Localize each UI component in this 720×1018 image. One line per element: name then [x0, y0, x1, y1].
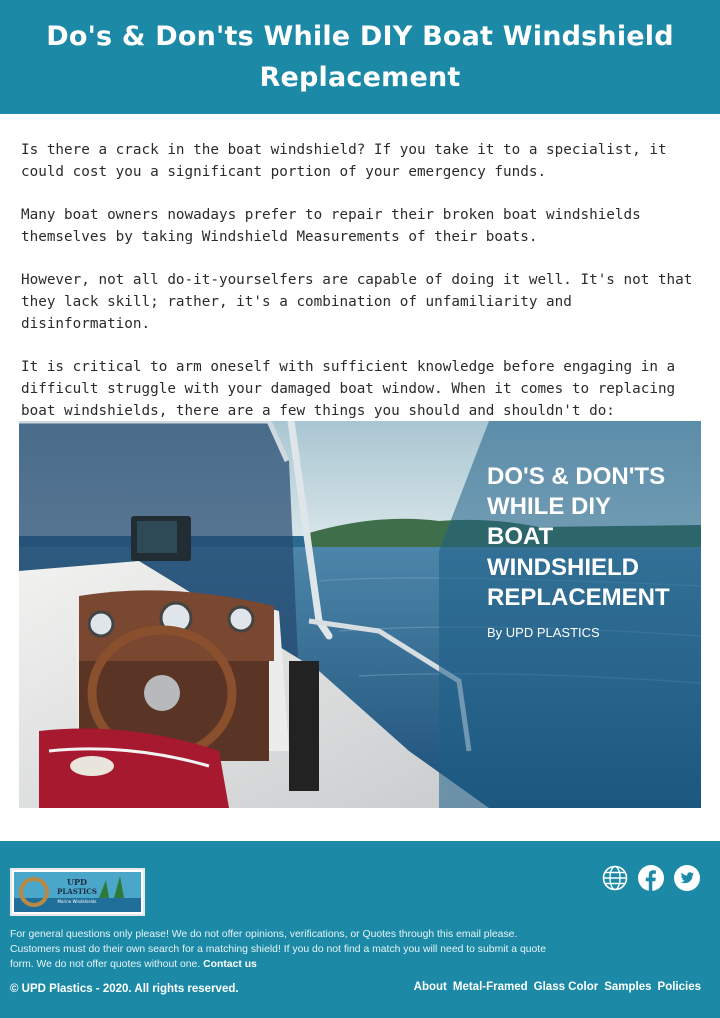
hero-byline: By UPD PLASTICS	[487, 625, 600, 640]
article-paragraph: Many boat owners nowadays prefer to repair their broken boat windshields themselves by taking Windshield Measurements of their boats.	[21, 207, 641, 245]
logo-text: PLASTICS	[57, 887, 97, 896]
footer-link-metal-framed[interactable]: Metal-Framed	[452, 981, 528, 993]
logo-tagline: Marine Windshields	[57, 899, 97, 904]
social-links	[602, 865, 700, 891]
globe-icon[interactable]	[602, 865, 628, 891]
article-body	[21, 139, 703, 443]
contact-us-link[interactable]: Contact us	[203, 959, 257, 970]
hero-headline-line: WINDSHIELD	[487, 554, 639, 581]
logo-text: UPD	[67, 877, 87, 887]
copyright-notice: © UPD Plastics - 2020. All rights reserved.	[10, 983, 239, 995]
footer-link-about[interactable]: About	[413, 981, 447, 993]
footer-link-policies[interactable]: Policies	[657, 981, 701, 993]
article-paragraph: Is there a crack in the boat windshield? If you take it to a specialist, it could cost you a significant portion of your emergency funds.	[21, 142, 667, 180]
page-footer	[0, 841, 720, 1018]
facebook-icon[interactable]	[638, 865, 664, 891]
footer-disclaimer	[10, 927, 550, 972]
article-paragraph: It is critical to arm oneself with sufficient knowledge before engaging in a difficult struggle with your damaged boat window. When it comes to replacing boat windshields, there are a few things you should and shouldn't do:	[21, 359, 676, 419]
disclaimer-text: For general questions only please! We do not offer opinions, verifications, or Quotes through this email please. Customers must do their own search for a matching shield! If you do not find a match you will need to submit a quote form. We do not offer quotes without one.	[10, 929, 546, 970]
upd-plastics-logo[interactable]	[10, 868, 145, 916]
twitter-icon[interactable]	[674, 865, 700, 891]
hero-headline-line: REPLACEMENT	[487, 584, 670, 611]
page-header	[0, 0, 720, 114]
hero-headline-line: WHILE DIY	[487, 493, 611, 520]
hero-headline-line: DO'S & DON'TS	[487, 463, 666, 490]
hero-headline-line: BOAT	[487, 523, 554, 550]
page-title: Do's & Don'ts While DIY Boat Windshield Replacement	[46, 21, 674, 93]
footer-link-glass-color[interactable]: Glass Color	[533, 981, 599, 993]
footer-nav	[414, 981, 701, 993]
hero-image	[19, 421, 701, 808]
article-paragraph: However, not all do-it-yourselfers are capable of doing it well. It's not that they lack skill; rather, it's a combination of unfamiliarity and disinformation.	[21, 272, 693, 332]
boat-dashboard-illustration	[19, 421, 701, 808]
footer-link-samples[interactable]: Samples	[604, 981, 652, 993]
